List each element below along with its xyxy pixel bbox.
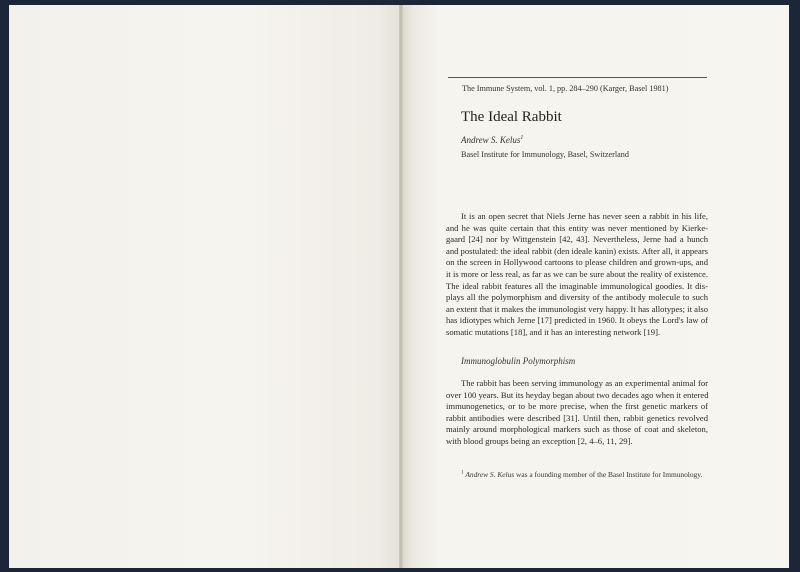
text-line: it is more or less real, as far as we can be sure about the reality of existence.: [446, 268, 708, 279]
left-page-blank: [9, 5, 401, 568]
header-rule: [448, 77, 707, 78]
author-affiliation: Basel Institute for Immunology, Basel, Switzerland: [461, 150, 629, 159]
text-line: immunogenetics, or to be more precise, when the first genetic markers of: [446, 401, 708, 412]
paragraph-polymorphism: [446, 378, 708, 448]
text-line: on the screen in Hollywood cartoons to please children and grown-ups, and: [446, 257, 708, 268]
book-gutter: [399, 5, 403, 568]
text-line: has idiotypes which Jerne [17] predicted in 1960. It obeys the Lord's law of: [446, 315, 708, 326]
text-line: and postulated: the ideal rabbit (den ideale kanin) exists. After all, it appears: [446, 245, 709, 256]
text-line: It is an open secret that Niels Jerne has never seen a rabbit in his life,: [461, 211, 708, 221]
section-heading: Immunoglobulin Polymorphism: [461, 356, 576, 366]
text-line: with blood groups being an exception [2, 4–6, 11, 29].: [446, 435, 633, 446]
text-line: gaard [24] nor by Wittgenstein [42, 43]. Nevertheless, Jerne had a hunch: [446, 234, 708, 245]
author-name: Andrew S. Kelus: [461, 135, 521, 145]
text-line: plays all the polymorphism and diversity of the antibody molecule to such: [446, 292, 708, 303]
text-line: over 100 years. But its heyday began about two decades ago when it entered: [446, 389, 709, 400]
footnote-mark: 1: [461, 470, 464, 476]
journal-citation: The Immune System, vol. 1, pp. 284–290 (Karger, Basel 1981): [462, 84, 669, 93]
article-author: [461, 135, 523, 145]
text-line: mainly around morphological markers such as those of coat and skeleton,: [446, 424, 708, 435]
text-line: The rabbit has been serving immunology as an experimental animal for: [461, 378, 708, 388]
text-line: The ideal rabbit features all the imaginable immunological goodies. It dis-: [446, 280, 708, 291]
paragraph-intro: [446, 211, 708, 339]
author-footnote-mark: 1: [520, 135, 524, 141]
article-title: The Ideal Rabbit: [461, 109, 562, 125]
text-line: rabbit antibodies were described [31]. Until then, rabbit genetics revolved: [446, 412, 708, 423]
footnote: [461, 470, 702, 479]
text-line: and he was quite certain that this entity was never mentioned by Kierke-: [446, 222, 708, 233]
footnote-author: Andrew S. Kelus: [465, 470, 515, 479]
text-line: an extent that it makes the immunologist very happy. It has allotypes; it also: [446, 303, 708, 314]
footnote-text: was a founding member of the Basel Institute for Immunology.: [514, 470, 703, 479]
text-line: somatic mutations [18], and it has an interesting network [19].: [446, 326, 661, 337]
